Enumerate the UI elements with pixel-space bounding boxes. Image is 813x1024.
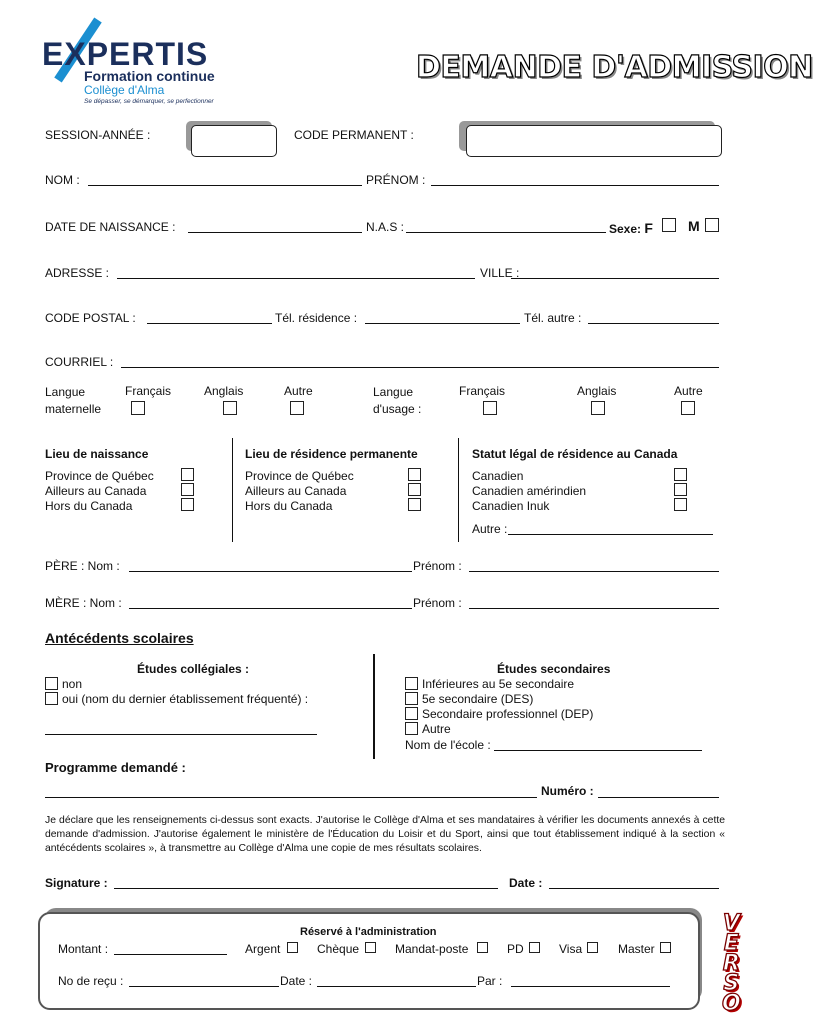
lm-autre-checkbox[interactable] [290,401,304,415]
code-postal-input[interactable] [147,323,272,324]
ville-label: VILLE : [480,266,520,280]
statut-amerindien-checkbox[interactable] [674,483,687,496]
sexe-m-label: M [688,218,700,234]
statut-item-canadien: Canadien [472,469,524,483]
montant-label: Montant : [58,942,109,956]
pere-prenom-input[interactable] [469,571,719,572]
lr-item-quebec: Province de Québec [245,469,354,483]
ville-input[interactable] [511,278,719,279]
prenom-label: PRÉNOM : [366,173,426,187]
statut-title: Statut légal de résidence au Canada [472,447,678,461]
nom-ecole-label: Nom de l'école : [405,738,491,752]
divider-3 [373,654,375,759]
recu-label: No de reçu : [58,974,124,988]
lr-quebec-checkbox[interactable] [408,468,421,481]
logo-wordmark: EXPERTIS [42,36,209,72]
pay-mandat-label: Mandat-poste [395,942,469,956]
verso-letter: V [722,911,740,936]
tel-autre-label: Tél. autre : [524,311,582,325]
pay-mandat-checkbox[interactable] [477,942,488,953]
statut-item-amerindien: Canadien amérindien [472,484,587,498]
pay-pd-label: PD [507,942,524,956]
secondaires-title: Études secondaires [497,662,611,676]
tel-autre-input[interactable] [588,323,719,324]
sexe-m-checkbox[interactable] [705,218,719,232]
sec-dep-label: Secondaire professionnel (DEP) [422,707,594,721]
langue-maternelle-label: Langue maternelle [45,385,102,416]
pay-argent-checkbox[interactable] [287,942,298,953]
collegiales-oui-checkbox[interactable] [45,692,58,705]
admin-date-label: Date : [280,974,313,988]
lr-item-canada: Ailleurs au Canada [245,484,347,498]
document-title: DEMANDE D'ADMISSION [416,50,813,85]
lu-francais-checkbox[interactable] [483,401,497,415]
tel-residence-input[interactable] [365,323,520,324]
lm-francais-label: Français [125,384,172,398]
numero-input[interactable] [598,797,719,798]
montant-input[interactable] [114,954,227,955]
lr-canada-checkbox[interactable] [408,483,421,496]
date-naissance-label: DATE DE NAISSANCE : [45,220,176,234]
collegiales-title: Études collégiales : [137,662,250,676]
pere-prenom-label: Prénom : [413,559,462,573]
sexe-label: Sexe: F [609,220,653,236]
mere-prenom-input[interactable] [469,608,719,609]
prenom-input[interactable] [431,185,719,186]
sec-inferieures-checkbox[interactable] [405,677,418,690]
collegiales-oui-label: oui (nom du dernier établissement fréquenté) : [62,692,309,706]
code-permanent-input[interactable] [466,125,722,157]
nas-label: N.A.S : [366,220,405,234]
lu-francais-label: Français [459,384,506,398]
sec-des-checkbox[interactable] [405,692,418,705]
recu-input[interactable] [129,986,279,987]
pay-pd-checkbox[interactable] [529,942,540,953]
lm-anglais-label: Anglais [204,384,244,398]
par-label: Par : [477,974,503,988]
collegiales-non-label: non [62,677,83,691]
date-naissance-input[interactable] [188,232,362,233]
nom-input[interactable] [88,185,362,186]
numero-label: Numéro : [541,784,594,798]
ln-quebec-checkbox[interactable] [181,468,194,481]
date-input[interactable] [549,888,719,889]
sec-autre-label: Autre [422,722,451,736]
date-label: Date : [509,876,543,890]
lu-autre-checkbox[interactable] [681,401,695,415]
statut-autre-label: Autre : [472,522,508,536]
session-label: SESSION-ANNÉE : [45,128,151,142]
divider-2 [458,438,459,542]
sec-des-label: 5e secondaire (DES) [422,692,534,706]
statut-item-inuk: Canadien Inuk [472,499,550,513]
lu-anglais-label: Anglais [577,384,617,398]
lr-hors-checkbox[interactable] [408,498,421,511]
logo-college: Collège d'Alma [84,83,165,97]
pay-argent-label: Argent [245,942,281,956]
nom-label: NOM : [45,173,80,187]
ln-item-canada: Ailleurs au Canada [45,484,147,498]
lieu-naissance-title: Lieu de naissance [45,447,149,461]
pay-cheque-label: Chèque [317,942,360,956]
langue-usage-label: Langue d'usage : [373,385,422,416]
verso-letter: E [723,931,739,956]
collegiales-etablissement-input[interactable] [45,734,317,735]
lu-autre-label: Autre [674,384,703,398]
sec-autre-checkbox[interactable] [405,722,418,735]
ln-hors-checkbox[interactable] [181,498,194,511]
lm-autre-label: Autre [284,384,313,398]
pay-visa-checkbox[interactable] [587,942,598,953]
signature-input[interactable] [114,888,498,889]
pay-visa-label: Visa [559,942,583,956]
programme-input[interactable] [45,797,537,798]
antecedents-title: Antécédents scolaires [45,630,194,646]
collegiales-non-checkbox[interactable] [45,677,58,690]
lm-anglais-checkbox[interactable] [223,401,237,415]
divider-1 [232,438,233,542]
logo-subtitle: Formation continue [84,68,215,84]
mere-nom-input[interactable] [129,608,412,609]
pay-master-checkbox[interactable] [660,942,671,953]
statut-inuk-checkbox[interactable] [674,498,687,511]
signature-label: Signature : [45,876,108,890]
statut-autre-input[interactable] [508,534,713,535]
pere-nom-input[interactable] [129,571,412,572]
code-permanent-label: CODE PERMANENT : [294,128,414,142]
sec-inferieures-label: Inférieures au 5e secondaire [422,677,575,691]
logo-tagline: Se dépasser, se démarquer, se perfectionner [84,98,214,105]
courriel-input[interactable] [121,367,719,368]
courriel-label: COURRIEL : [45,355,114,369]
declaration-text: Je déclare que les renseignements ci-dessus sont exacts. J'autorise le Collège d'Alma et ses mandataires à vérifier les documents annexés à cette demande d'admission. J'autorise également le ministère de l'Éducation du Loisir et du Sport, ainsi que tout établissement indiqué à la section « antécédents scolaires », à transmettre au Collège d'Alma une copie de mes résultats scolaires. [45,815,725,854]
sexe-f-checkbox[interactable] [662,218,676,232]
adresse-input[interactable] [117,278,475,279]
statut-canadien-checkbox[interactable] [674,468,687,481]
lu-anglais-checkbox[interactable] [591,401,605,415]
verso-label [722,911,741,1016]
ln-item-hors: Hors du Canada [45,499,133,513]
nom-ecole-input[interactable] [494,750,702,751]
adresse-label: ADRESSE : [45,266,110,280]
pere-nom-label: PÈRE : Nom : [45,559,120,573]
tel-residence-label: Tél. résidence : [275,311,358,325]
pay-master-label: Master [618,942,655,956]
verso-letter: R [722,951,740,976]
lr-item-hors: Hors du Canada [245,499,333,513]
par-input[interactable] [511,986,670,987]
lm-francais-checkbox[interactable] [131,401,145,415]
sec-dep-checkbox[interactable] [405,707,418,720]
mere-nom-label: MÈRE : Nom : [45,596,122,610]
nas-input[interactable] [406,232,606,233]
mere-prenom-label: Prénom : [413,596,462,610]
ln-item-quebec: Province de Québec [45,469,154,483]
verso-letter: O [722,991,741,1016]
code-postal-label: CODE POSTAL : [45,311,136,325]
verso-letter: S [723,971,740,996]
ln-canada-checkbox[interactable] [181,483,194,496]
lieu-residence-title: Lieu de résidence permanente [245,447,418,461]
pay-cheque-checkbox[interactable] [365,942,376,953]
admin-date-input[interactable] [317,986,476,987]
programme-title: Programme demandé : [45,760,186,775]
admin-title: Réservé à l'administration [300,926,437,938]
session-input[interactable] [191,125,277,157]
